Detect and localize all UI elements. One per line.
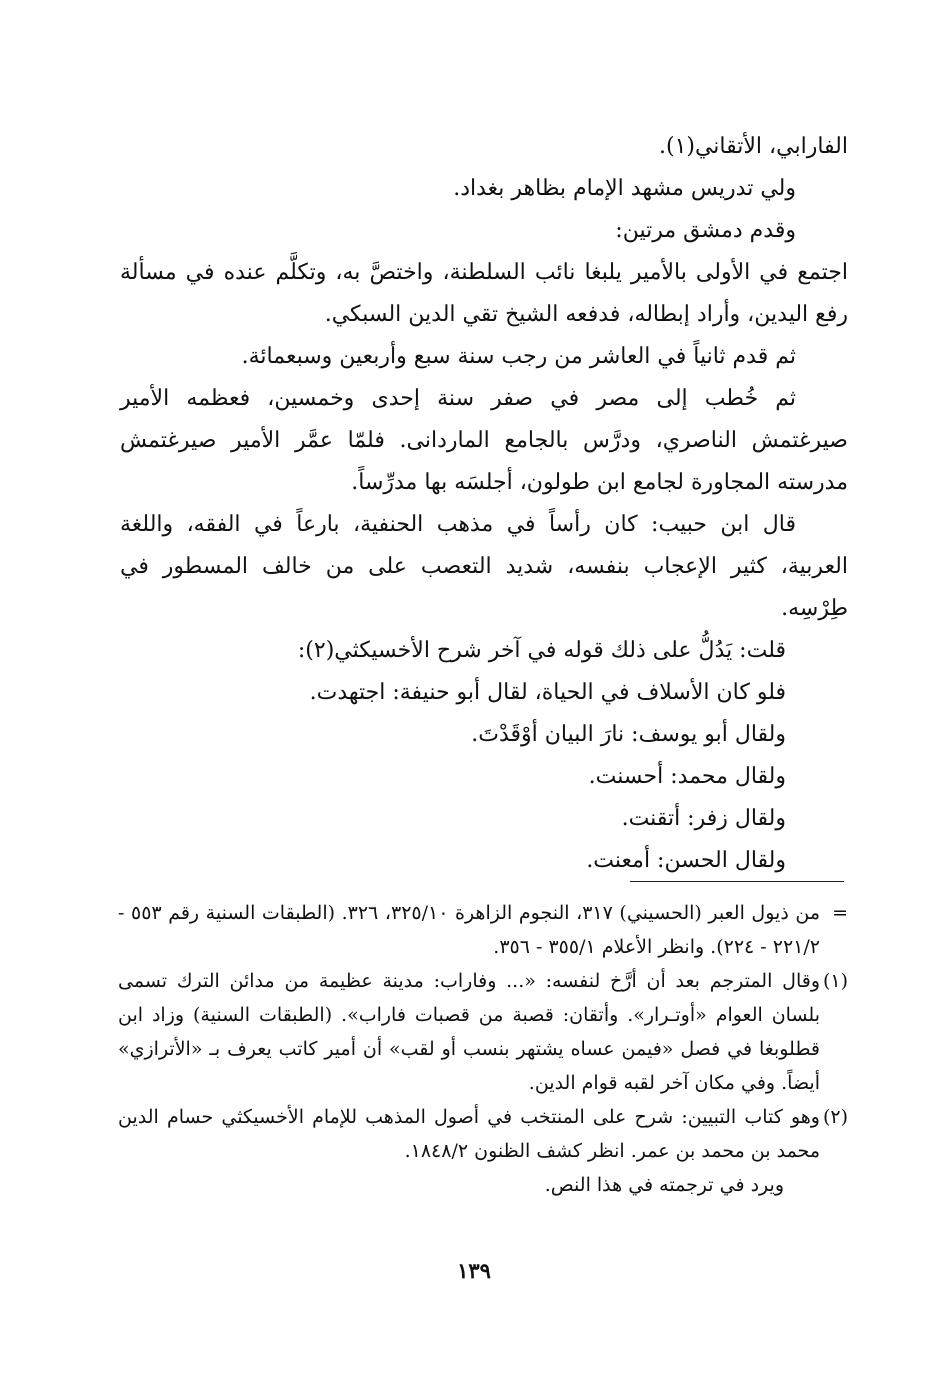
text-line: وقدم دمشق مرتين: — [615, 218, 796, 243]
main-text — [120, 126, 848, 882]
footnote-text: وقال المترجم بعد أن أرَّخ لنفسه: «... وفاراب: مدينة عظيمة من مدائن الترك تسمى بلسان العوام «أوتـرار». وأتقان: قصبة من قصبات فاراب». (الطبقات السنية) وزاد ابن قطلوبغا في فصل «فيمن عساه يشتهر بنسب أو لقب» أن أمير كاتب يعرف بـ «الأترازي» أيضاً. وفي مكان آخر لقبه قوام الدين. — [118, 970, 820, 1094]
footnote-marker: (١) — [822, 970, 848, 992]
quote-intro: قلت: يَدُلُّ على ذلك قوله في آخر شرح الأخسيكثي(٢): — [297, 638, 786, 663]
text-paragraph: ثم خُطب إلى مصر في صفر سنة إحدى وخمسين، فعظمه الأمير صيرغتمش الناصري، ودرَّس بالجامع الماردانى. فلمّا عمَّر الأمير صيرغتمش مدرسته المجاورة لجامع ابن طولون، أجلسَه بها مدرِّساً. — [120, 386, 848, 495]
text-line: ولي تدريس مشهد الإمام بظاهر بغداد. — [453, 176, 796, 201]
quote-line: ولقال أبو يوسف: نارَ البيان أوْقَدْتَ. — [471, 722, 786, 747]
footnote-divider — [630, 881, 844, 882]
footnote-text: من ذيول العبر (الحسيني) ٣١٧، النجوم الزاهرة ٣٢٥/١٠، ٣٢٦. (الطبقات السنية رقم ٥٥٣ - ٢٢١/٢ - ٢٢٤). وانظر الأعلام ٣٥٥/١ - ٣٥٦. — [118, 902, 821, 958]
quote-line: ولقال محمد: أحسنت. — [588, 764, 786, 789]
quote-line: فلو كان الأسلاف في الحياة، لقال أبو حنيفة: اجتهدت. — [309, 680, 786, 705]
footnote-marker: = — [832, 902, 848, 924]
page-number: ١٣٩ — [457, 1258, 491, 1283]
footnotes — [118, 896, 848, 1202]
footnote-tail: ويرد في ترجمته في هذا النص. — [544, 1174, 784, 1196]
text-line: ثم قدم ثانياً في العاشر من رجب سنة سبع وأربعين وسبعمائة. — [241, 344, 796, 369]
quote-line: ولقال زفر: أتقنت. — [621, 806, 786, 831]
quote-line: ولقال الحسن: أمعنت. — [586, 848, 786, 873]
text-paragraph: اجتمع في الأولى بالأمير يلبغا نائب السلطنة، واختصَّ به، وتكلَّم عنده في مسألة رفع اليدين، وأراد إبطاله، فدفعه الشيخ تقي الدين السبكي. — [120, 260, 848, 327]
footnote-1 — [118, 964, 848, 1100]
footnote-continuation — [118, 896, 848, 964]
footnote-2 — [118, 1100, 848, 1168]
footnote-text: وهو كتاب التبيين: شرح على المنتخب في أصول المذهب للإمام الأخسيكثي حسام الدين محمد بن محمد بن عمر. انظر كشف الظنون ١٨٤٨/٢. — [118, 1106, 820, 1162]
footnote-marker: (٢) — [822, 1106, 848, 1128]
text-line: الفارابي، الأتقاني(١). — [658, 134, 848, 159]
text-paragraph: قال ابن حبيب: كان رأساً في مذهب الحنفية، بارعاً في الفقه، واللغة العربية، كثير الإعجاب بنفسه، شديد التعصب على من خالف المسطور في طِرْسِه. — [120, 512, 848, 621]
